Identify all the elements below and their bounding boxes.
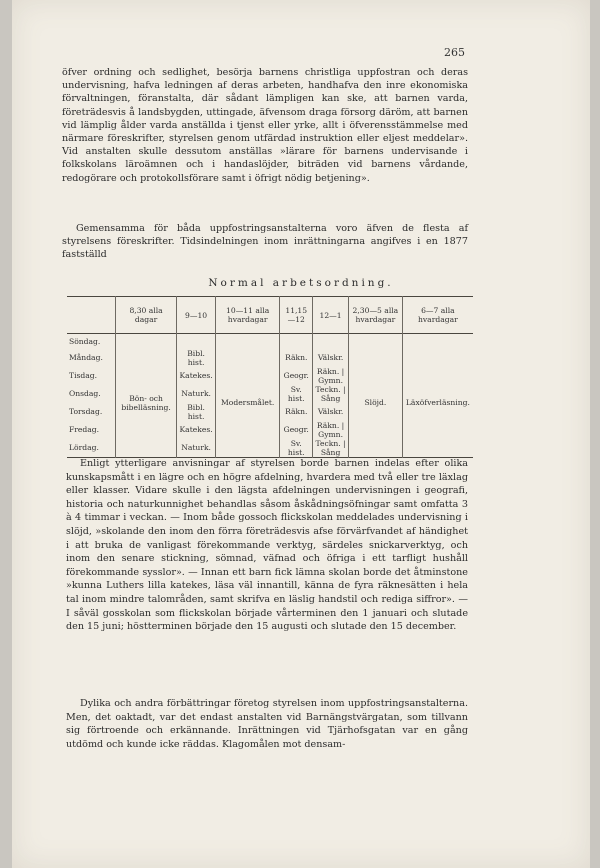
header-6-7: 6—7 alla hvardagar — [402, 297, 473, 334]
paragraph-1: öfver ordning och sedlighet, besörja barnens christliga uppfostran och deras undervisning, hafva ledningen af deras arbeten, handhafva den inre ekonomiska förvaltningen, föranstalta, där sådant lämpligen kan ske, att barnen varda, företrädesvis å landsbygden, uttingade, äfvensom draga försorg däröm, att barnen vid lämplig ålder varda anställda i tjenst eller yrke, allt i öfverensstämmelse med närmare föreskrifter, styrelsen genom utfärdad instruktion eller eljest meddelar». Vid anstalten skulle dessutom anställas »lärare för barnens undervisande i folkskolans läroämnen och i handaslöjder, biträden vid barnens vårdande, redogörare och protokollsförare samt i öfrigt nödig betjening». — [62, 67, 468, 184]
cell-laxofverlasning: Läxöfverläsning. — [402, 349, 473, 458]
header-10-11: 10—11 alla hvardagar — [216, 297, 280, 334]
cell-1115-12: Räkn. — [280, 349, 313, 367]
paragraph-3: Enligt ytterligare anvisningar af styrelsen borde barnen indelas efter olika kunskapsmått i en lägre och en högre afdelning, hvardera med två eller tre läxlag eller klasser. Vidare skulle i den lägsta afdelningen undervisningen i geografi, historia och naturkunnighet behandlas såsom åskådningsöfningar samt omfatta 3 à 4 timmar i veckan. — Inom både gossoch flickskolan meddelades undervisning i slöjd, »skolande den inom den förra företrädesvis afse förvärfvandet af händighet i att bruka de vanligast förekommande verktyg, särdeles snickarverktyg, och inom den senare stickning, sömnad, väfnad och öfriga i ett tarfligt hushåll förekommande sysslor». — Innan ett barn fick lämna skolan borde det åtminstone »kunna Luthers lilla katekes, läsa väl innantill, känna de fyra räknesätten i hela tal inom mindre talområden, samt skrifva en läslig handstil och rediga siffror». — I såväl gosskolan som flickskolan började vårterminen den 1 januari och slutade den 15 juni; höstterminen började den 15 augusti och slutade den 15 december. — [66, 458, 468, 633]
cell-1115-12: Geogr. — [280, 421, 313, 439]
cell-bon-bibellasning: Bön- och bibelläsning. — [116, 349, 177, 458]
cell-1115-12: Geogr. — [280, 367, 313, 385]
header-12-1: 12—1 — [313, 297, 349, 334]
cell-12-1: Välskr. — [313, 349, 349, 367]
page-number: 265 — [444, 46, 465, 59]
cell-9-10: Bibl. hist. — [177, 403, 216, 421]
day-cell: Onsdag. — [69, 389, 101, 398]
cell-1115-12: Räkn. — [280, 403, 313, 421]
day-cell: Tisdag. — [69, 371, 98, 380]
cell-1115-12: Sv. hist. — [280, 385, 313, 403]
paragraph-2: Gemensamma för båda uppfostringsanstalterna voro äfven de flesta af styrelsens föreskrifter. Tidsindelningen inom inrättningarna angifves i en 1877 fastställd — [62, 223, 468, 261]
cell-9-10: Katekes. — [177, 421, 216, 439]
cell-1115-12: Sv. hist. — [280, 439, 313, 458]
schedule-table — [67, 296, 473, 458]
header-830: 8,30 alla dagar — [116, 297, 177, 334]
day-cell: Lördag. — [69, 443, 99, 452]
cell-12-1: Teckn. | Sång — [313, 385, 349, 403]
document-page — [12, 0, 590, 868]
table-row — [67, 349, 473, 367]
cell-12-1: Räkn. | Gymn. — [313, 367, 349, 385]
day-cell: Torsdag. — [69, 407, 103, 416]
table-header-row — [67, 297, 473, 334]
cell-modersmalet: Modersmålet. — [216, 349, 280, 458]
table-title: Normal arbetsordning. — [208, 277, 394, 289]
header-9-10: 9—10 — [177, 297, 216, 334]
cell-9-10: Katekes. — [177, 367, 216, 385]
cell-12-1: Teckn. | Sång — [313, 439, 349, 458]
table-row — [67, 334, 473, 349]
cell-12-1: Räkn. | Gymn. — [313, 421, 349, 439]
cell-12-1: Välskr. — [313, 403, 349, 421]
day-cell: Söndag. — [69, 336, 101, 346]
cell-9-10: Naturk. — [177, 439, 216, 458]
cell-9-10: Naturk. — [177, 385, 216, 403]
cell-9-10: Bibl. hist. — [177, 349, 216, 367]
header-230-5: 2,30—5 alla hvardagar — [349, 297, 403, 334]
header-day — [67, 297, 116, 334]
header-1115-12: 11,15—12 — [280, 297, 313, 334]
paragraph-4: Dylika och andra förbättringar företog styrelsen inom uppfostringsanstalterna. Men, det oaktadt, var det endast anstalten vid Barnängstvärgatan, som tillvann sig förtroende och erkännande. Inrättningen vid Tjärhofsgatan var en gång utdömd och kunde icke räddas. Klagomålen mot densam- — [66, 698, 468, 750]
cell-slojd: Slöjd. — [349, 349, 403, 458]
day-cell: Måndag. — [69, 353, 103, 362]
day-cell: Fredag. — [69, 425, 100, 434]
